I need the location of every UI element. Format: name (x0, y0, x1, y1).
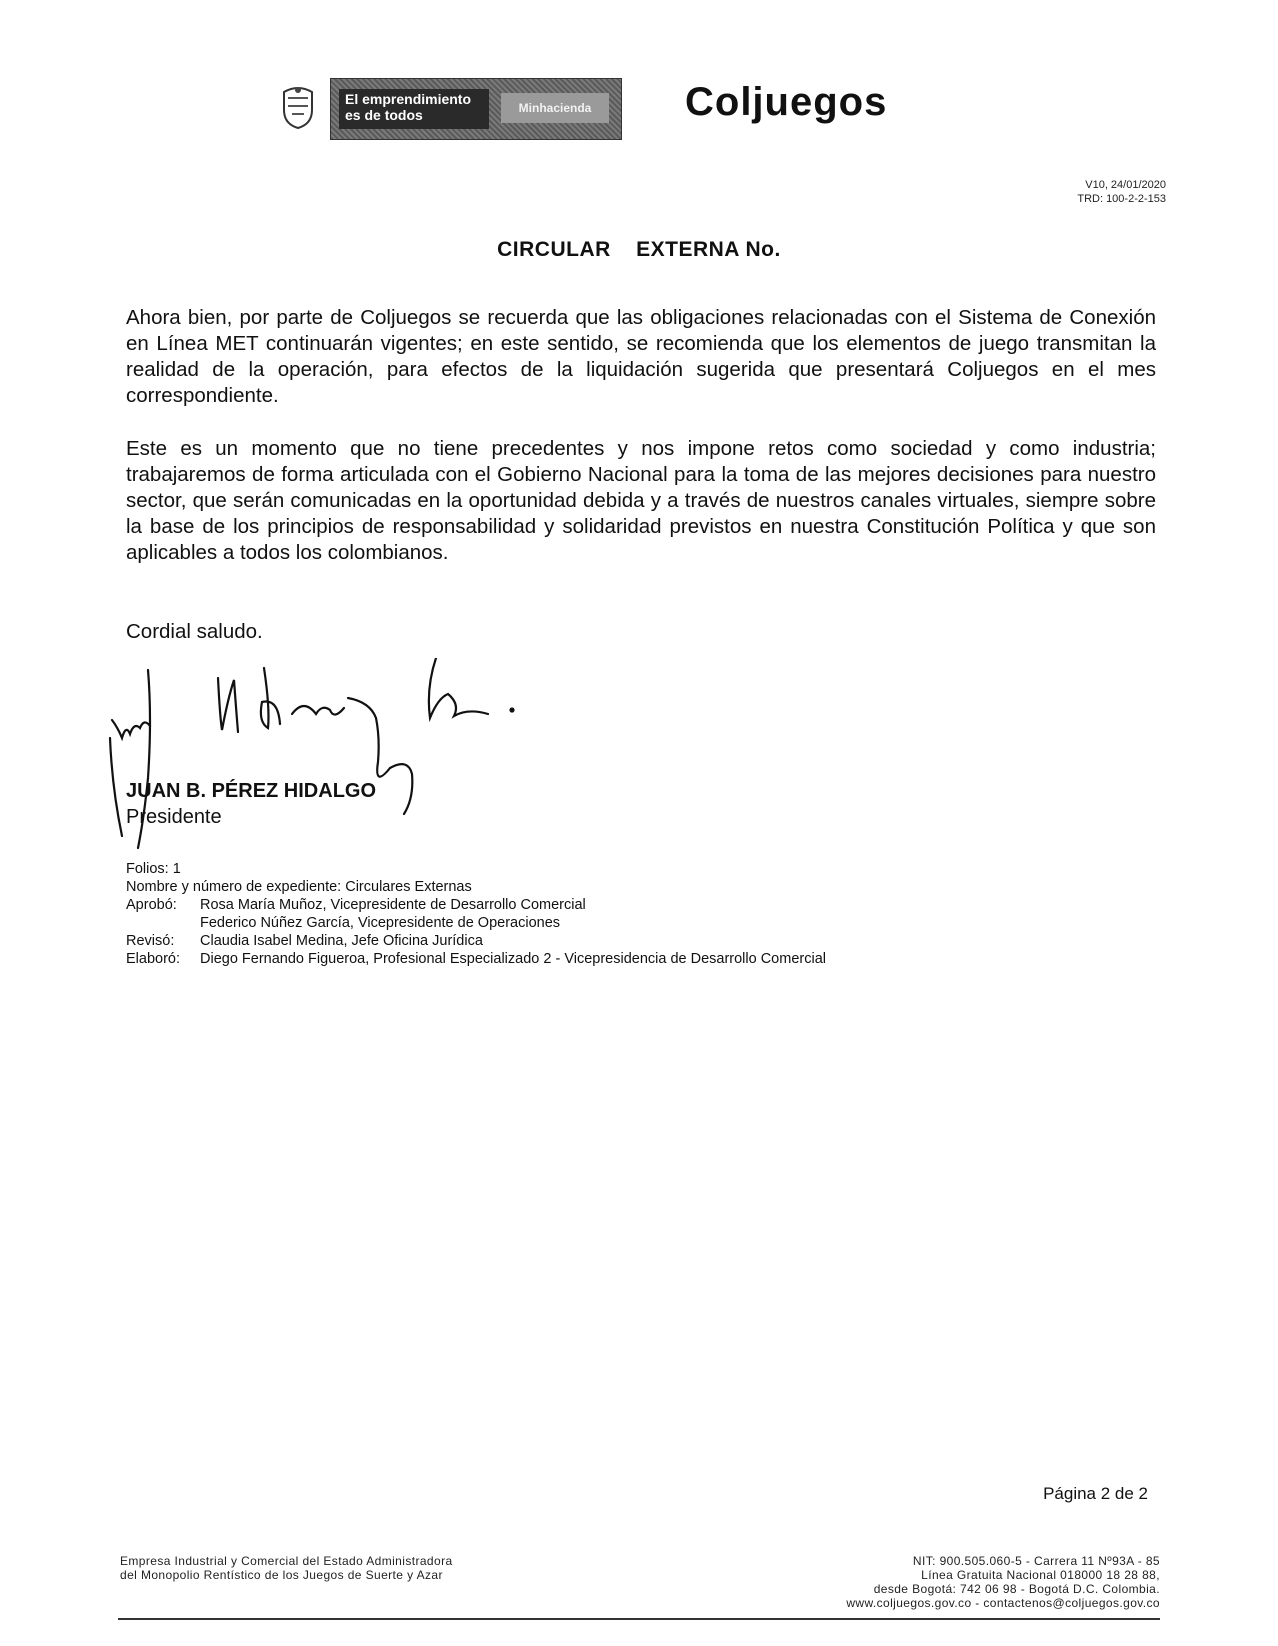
expediente: Nombre y número de expediente: Circulares Externas (126, 879, 472, 895)
aprobo-row (126, 896, 826, 914)
footer-nit: NIT: 900.505.060-5 - Carrera 11 Nº93A - 85 (912, 1554, 1160, 1568)
closing-salutation: Cordial saludo. (126, 620, 263, 643)
elaboro-name: Diego Fernando Figueroa, Profesional Especializado 2 - Vicepresidencia de Desarrollo Comercial (200, 951, 826, 967)
aprobo-name-2: Federico Núñez García, Vicepresidente de Operaciones (200, 915, 561, 931)
signer-name: JUAN B. PÉREZ HIDALGO (126, 780, 377, 802)
reviso-row (126, 932, 826, 950)
footer-bogota: desde Bogotá: 742 06 98 - Bogotá D.C. Colombia. (873, 1582, 1160, 1596)
elaboro-row (126, 950, 826, 968)
reviso-name: Claudia Isabel Medina, Jefe Oficina Jurídica (200, 933, 483, 949)
aprobo-label: Aprobó: (126, 897, 177, 913)
colombia-crest-icon (278, 84, 318, 130)
trd-code: TRD: 100-2-2-153 (1077, 193, 1166, 205)
coljuegos-logo: Coljuegos (685, 80, 888, 124)
government-banner (330, 78, 622, 140)
document-title: CIRCULAR EXTERNA No. (497, 238, 781, 261)
footer-entity (120, 1554, 453, 1582)
signer-role: Presidente (126, 806, 222, 828)
footer-web: www.coljuegos.gov.co - contactenos@coljuegos.gov.co (846, 1596, 1160, 1610)
footer-phone: Línea Gratuita Nacional 018000 18 28 88, (921, 1568, 1160, 1582)
elaboro-label: Elaboró: (126, 951, 181, 967)
document-metadata (126, 860, 826, 968)
handwritten-signature-icon (108, 658, 548, 868)
version-date: V10, 24/01/2020 (1085, 179, 1166, 191)
banner-slogan: El emprendimiento es de todos (339, 89, 489, 129)
footer-entity-line: del Monopolio Rentístico de los Juegos de Suerte y Azar (120, 1568, 443, 1582)
footer-divider (118, 1618, 1160, 1620)
folios: Folios: 1 (126, 861, 181, 877)
version-block (1077, 178, 1166, 206)
body-paragraph: Ahora bien, por parte de Coljuegos se recuerda que las obligaciones relacionadas con el Sistema de Conexión en Línea MET continuarán vigentes; en este sentido, se recomienda que los elementos de juego transmitan la realidad de la operación, para efectos de la liquidación sugerida que presentará Coljuegos en el mes correspondiente. (126, 306, 1156, 407)
body-paragraph: Este es un momento que no tiene precedentes y nos impone retos como sociedad y como industria; trabajaremos de forma articulada con el Gobierno Nacional para la toma de las mejores decisiones para nuestro sector, que serán comunicadas en la oportunidad debida y a través de nuestros canales virtuales, siempre sobre la base de los principios de responsabilidad y solidaridad previstos en nuestra Constitución Política y que son aplicables a todos los colombianos. (126, 437, 1156, 564)
footer-contact (846, 1554, 1160, 1610)
reviso-label: Revisó: (126, 933, 175, 949)
banner-ministry: Minhacienda (501, 93, 609, 123)
aprobo-row-2 (126, 914, 826, 932)
letterhead (270, 74, 910, 140)
page-number: Página 2 de 2 (1043, 1484, 1148, 1503)
aprobo-name-1: Rosa María Muñoz, Vicepresidente de Desarrollo Comercial (200, 897, 586, 913)
footer-entity-line: Empresa Industrial y Comercial del Estado Administradora (120, 1554, 453, 1568)
